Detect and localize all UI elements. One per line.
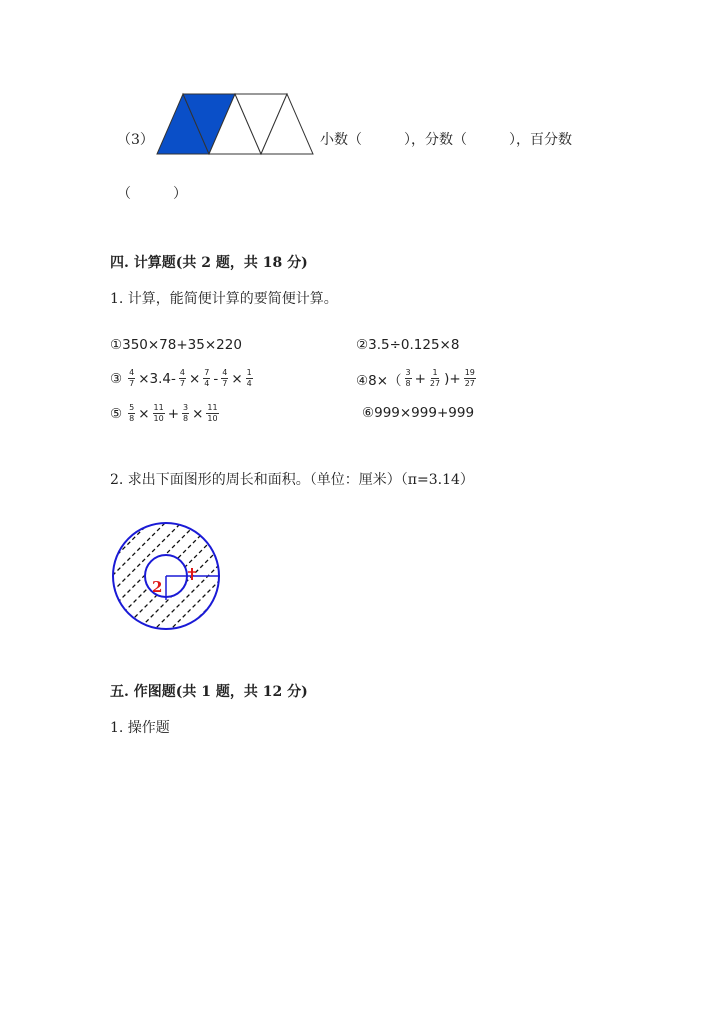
expression-1: ①350×78+35×220	[110, 337, 242, 353]
expression-5: ⑤ $\frac{5}{8}$ × $\frac{11}{10}$ + $\frac{3}{8}$ × $\frac{11}{10}$	[110, 403, 218, 423]
section-5-title: 五. 作图题(共 1 题，共 12 分)	[110, 684, 308, 700]
expr3-fraction-1: $\frac{4}{7}$	[129, 368, 135, 388]
section-4-question-2: 2. 求出下面图形的周长和面积。（单位：厘米）（π=3.14）	[110, 472, 474, 488]
radius-label: 2	[152, 578, 163, 596]
section-5-question-1: 1. 操作题	[110, 720, 170, 736]
question-3-continuation: （ ）	[117, 186, 187, 202]
expr5-fraction-2: $\frac{11}{10}$	[153, 403, 164, 423]
expression-3: ③ $\frac{4}{7}$ ×3.4- $\frac{4}{7}$ × $\frac{7}{4}$ - $\frac{4}{7}$ × $\frac{1}{4}$	[110, 368, 252, 388]
expr5-prefix: ⑤	[110, 405, 123, 422]
expr3-fraction-2: $\frac{4}{7}$	[179, 368, 185, 388]
expression-6: ⑥999×999+999	[362, 405, 475, 421]
expression-2: ②3.5÷0.125×8	[356, 337, 460, 353]
expr3-fraction-5: $\frac{1}{4}$	[246, 368, 252, 388]
expr4-fraction-3: $\frac{19}{27}$	[464, 368, 475, 388]
expression-4: ④8×（ $\frac{3}{8}$ + $\frac{1}{27}$ )+ $\frac{19}{27}$	[356, 368, 475, 389]
expr5-fraction-3: $\frac{3}{8}$	[183, 403, 189, 423]
triangle-strip-figure	[152, 90, 318, 158]
annulus-figure	[108, 516, 228, 640]
question-3-fill-text: 小数（ ），分数（ ），百分数	[320, 132, 572, 148]
expr4-fraction-1: $\frac{3}{8}$	[405, 368, 411, 388]
question-3-label: （3）	[117, 132, 154, 148]
expr3-fraction-4: $\frac{4}{7}$	[222, 368, 228, 388]
expr4-fraction-2: $\frac{1}{27}$	[429, 368, 441, 388]
expr5-fraction-4: $\frac{11}{10}$	[207, 403, 218, 423]
section-4-title: 四. 计算题(共 2 题，共 18 分)	[110, 255, 308, 271]
expr5-fraction-1: $\frac{5}{8}$	[129, 403, 135, 423]
expr4-prefix: ④8×（	[356, 372, 402, 389]
expr3-prefix: ③	[110, 370, 123, 387]
section-4-question-1: 1. 计算，能简便计算的要简便计算。	[110, 291, 338, 307]
expr3-fraction-3: $\frac{7}{4}$	[204, 368, 210, 388]
